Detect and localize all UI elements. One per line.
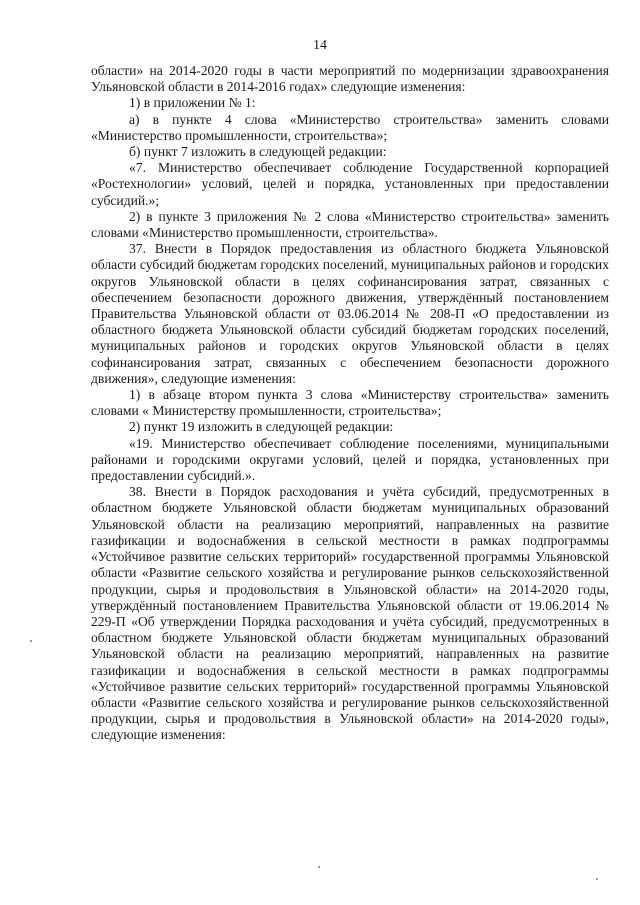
page-number: 14 <box>313 38 327 53</box>
paragraph-annex-1: 1) в приложении № 1: <box>129 95 256 111</box>
paragraph-item-a: а) в пункте 4 слова «Министерство строительства» заменить словами «Министерство промышленности, строительства»; <box>91 111 609 143</box>
paragraph-section-37: 37. Внести в Порядок предоставления из областного бюджета Ульяновской области субсидий бюджетам городских поселений, муниципальных районов и городских округов Ульяновской области в целях софинансирования затрат, связанных с обеспечением безопасности дорожного движения, утверждённый постановлением Правительства Ульяновской области от 03.06.2014 № 208-П «О предоставлении из областного бюджета Ульяновской области субсидий бюджетам городских поселений, муниципальных районов и городских округов Ульяновской области в целях софинансирования затрат, связанных с обеспечением безопасности дорожного движения», следующие изменения: <box>91 241 609 386</box>
paragraph-section-38: 38. Внести в Порядок расходования и учёта субсидий, предусмотренных в областном бюджете Ульяновской области бюджетам муниципальных образований Ульяновской области на реализацию мероприятий, направленных на развитие газификации и водоснабжения в сельской местности в рамках подпрограммы «Устойчивое развитие сельских территорий» государственной программы Ульяновской области «Развитие сельского хозяйства и регулирование рынков сельскохозяйственной продукции, сырья и продовольствия в Ульяновской области» на 2014-2020 годы, утверждённый постановлением Правительства Ульяновской области от 19.06.2014 № 229-П «Об утверждении Порядка расходования и учёта субсидий, предусмотренных в областном бюджете Ульяновской области бюджетам муниципальных образований Ульяновской области на реализацию мероприятий, направленных на развитие газификации и водоснабжения в сельской местности в рамках подпрограммы «Устойчивое развитие сельских территорий» государственной программы Ульяновской области «Развитие сельского хозяйства и регулирование рынков сельскохозяйственной продукции, сырья и продовольствия в Ульяновской области» на 2014-2020 годы», следующие изменения: <box>91 484 609 743</box>
scan-speck <box>30 640 32 642</box>
paragraph-37-item-2: 2) пункт 19 изложить в следующей редакции: <box>129 419 394 435</box>
paragraph-quote-19: «19. Министерство обеспечивает соблюдение поселениями, муниципальными районами и городскими округами условий, целей и порядка, установленных при предоставлении субсидий.». <box>91 435 609 484</box>
scan-speck <box>318 866 320 868</box>
paragraph-continuation: области» на 2014-2020 годы в части мероприятий по модернизации здравоохранения Ульяновской области в 2014-2016 годах» следующие изменения: <box>91 63 609 95</box>
paragraph-quote-7: «7. Министерство обеспечивает соблюдение Государственной корпорацией «Ростехнологии» условий, целей и порядка, установленных при предоставлении субсидий.»; <box>91 160 609 208</box>
document-body <box>91 63 609 744</box>
paragraph-annex-2: 2) в пункте 3 приложения № 2 слова «Министерство строительства» заменить словами «Министерство промышленности, строительства». <box>91 208 609 241</box>
paragraph-item-b: б) пункт 7 изложить в следующей редакции: <box>129 144 387 160</box>
scan-speck <box>596 878 598 880</box>
paragraph-37-item-1: 1) в абзаце втором пункта 3 слова «Министерству строительства» заменить словами « Министерству промышленности, строительства»; <box>91 387 609 419</box>
